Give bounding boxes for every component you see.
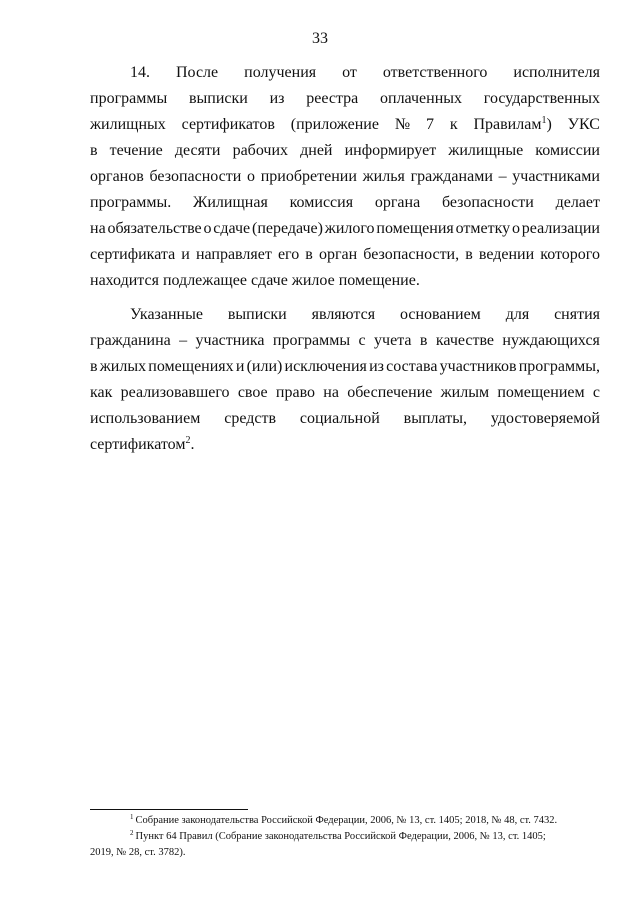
word: основанием [399, 306, 481, 323]
word: Российской [344, 831, 397, 842]
word: жилых [99, 358, 147, 375]
word: обеспечение [347, 384, 433, 401]
word: от [342, 64, 357, 81]
word: в [465, 246, 473, 263]
word: дней [300, 142, 333, 159]
word: на [90, 220, 106, 237]
text-line [90, 86, 600, 112]
word: законодательства [264, 831, 342, 842]
word: программы, [518, 358, 600, 375]
word: Жилищная [193, 194, 268, 211]
word: участника [195, 332, 265, 349]
word: (приложение [290, 116, 379, 133]
word: 7 [425, 116, 434, 133]
word: делает [555, 194, 600, 211]
word: орган [318, 246, 358, 263]
word: в [305, 246, 313, 263]
word: № [394, 116, 411, 133]
word: выписки [227, 306, 287, 323]
footnote-mark: 1 [130, 813, 134, 821]
word: в [419, 332, 428, 349]
word: течение [109, 142, 163, 159]
word: органа [374, 194, 421, 211]
word: жилищные [448, 142, 524, 159]
text-line-last: находится подлежащее сдаче жилое помещение. [90, 272, 420, 289]
footnote-reference[interactable]: 1 [541, 115, 547, 126]
text-line [90, 354, 600, 380]
word: с [358, 332, 366, 349]
word: выплаты, [403, 410, 467, 427]
word: рабочих [232, 142, 289, 159]
paragraph-2 [90, 302, 600, 458]
word: жилищных [90, 116, 166, 133]
text-line-last: сертификатом$^2$. [90, 435, 195, 453]
word: После [176, 64, 219, 81]
word: реестра [306, 90, 359, 107]
word: $^2$ Пункт [130, 829, 164, 842]
word: программы [90, 90, 168, 107]
word: учета [374, 332, 412, 349]
word: органов [90, 168, 144, 185]
word: как [90, 384, 113, 401]
footnotes [90, 813, 600, 861]
text-line [90, 380, 600, 406]
word: из [269, 90, 285, 107]
word: и [181, 246, 190, 263]
word: приобретении [260, 168, 357, 185]
word: снятия [554, 306, 600, 323]
text-line [90, 112, 600, 138]
word: гражданина [90, 332, 171, 349]
word: и [235, 358, 245, 375]
text-line [90, 216, 600, 242]
word: помещением [497, 384, 585, 401]
word: сертификата [90, 246, 176, 263]
word: исключения [284, 358, 367, 375]
word: участниками [512, 168, 600, 185]
word: сертификатов [181, 116, 275, 133]
word: являются [311, 306, 376, 323]
word: – [179, 332, 188, 349]
word: (передаче) [251, 220, 323, 237]
word: использованием [90, 410, 201, 427]
text-line [90, 60, 600, 86]
word-with-footnote: Правилам$^1$) [473, 115, 552, 133]
page-number: 33 [312, 30, 328, 47]
word: в [90, 142, 98, 159]
word: право [275, 384, 316, 401]
word: качестве [435, 332, 495, 349]
word: из [369, 358, 384, 375]
text-line [90, 242, 600, 268]
word: государственных [483, 90, 600, 107]
word: помещениях [148, 358, 234, 375]
footnote-2-continuation: 2019, № 28, ст. 3782). [90, 847, 186, 858]
word: его [277, 246, 300, 263]
word: 14. [130, 64, 150, 81]
word: Правил [179, 831, 213, 842]
word: социальной [299, 410, 380, 427]
word: 1405; [521, 831, 546, 842]
word: жилым [440, 384, 490, 401]
word: о [247, 168, 256, 185]
word: ст. [508, 831, 520, 842]
text-line [90, 328, 600, 354]
word: на [323, 384, 339, 401]
word: направляет [195, 246, 272, 263]
word: обязательстве [107, 220, 202, 237]
word: оплаченных [380, 90, 463, 107]
word: информирует [344, 142, 437, 159]
word: программы. [90, 194, 172, 211]
word: (Собрание [215, 831, 263, 842]
word: к [449, 116, 458, 133]
footnote-text: Собрание законодательства Российской Федерации, 2006, № 13, ст. 1405; 2018, № 48, ст. 7432. [135, 815, 558, 826]
word: – [498, 168, 507, 185]
word: о [203, 220, 212, 237]
word: получения [244, 64, 317, 81]
word: 64 [166, 831, 177, 842]
word: участников [439, 358, 517, 375]
text-line [90, 138, 600, 164]
body-text [90, 60, 600, 458]
word: Указанные [130, 306, 203, 323]
word: № [479, 831, 490, 842]
paragraph-1 [90, 60, 600, 294]
word: программы [272, 332, 351, 349]
word: для [505, 306, 530, 323]
word: комиссия [289, 194, 354, 211]
footnote-2 [90, 829, 600, 845]
word: УКС [567, 116, 600, 133]
word: безопасности [149, 168, 242, 185]
word: ответственного [382, 64, 488, 81]
word: Федерации, [398, 831, 451, 842]
word: с [592, 384, 600, 401]
text-line [90, 302, 600, 328]
word: реализации [521, 220, 600, 237]
word: свое [237, 384, 268, 401]
word: удостоверяемой [490, 410, 600, 427]
word: безопасности, [363, 246, 460, 263]
word: безопасности [441, 194, 534, 211]
word: жилого [324, 220, 375, 237]
word: реализовавшего [120, 384, 230, 401]
footnote-1 [90, 813, 600, 829]
word: ведении [478, 246, 535, 263]
word: средств [224, 410, 276, 427]
word: нуждающихся [502, 332, 600, 349]
word: жилья [362, 168, 405, 185]
word: исполнителя [513, 64, 600, 81]
word: в [90, 358, 98, 375]
word: состава [386, 358, 438, 375]
footnote-mark: 2 [130, 829, 134, 837]
word: гражданами [410, 168, 493, 185]
word: 13, [492, 831, 506, 842]
footnote-reference[interactable]: 2 [185, 435, 191, 446]
text-line [90, 406, 600, 432]
word: сдаче [213, 220, 251, 237]
word: 2006, [453, 831, 478, 842]
footnote-separator [90, 809, 248, 810]
word: которого [540, 246, 600, 263]
word: отметку [455, 220, 511, 237]
text-line [90, 190, 600, 216]
word: комиссии [535, 142, 600, 159]
word: выписки [188, 90, 248, 107]
word: (или) [246, 358, 283, 375]
word: помещения [376, 220, 454, 237]
text-line [90, 164, 600, 190]
word: десяти [174, 142, 221, 159]
word: о [511, 220, 520, 237]
